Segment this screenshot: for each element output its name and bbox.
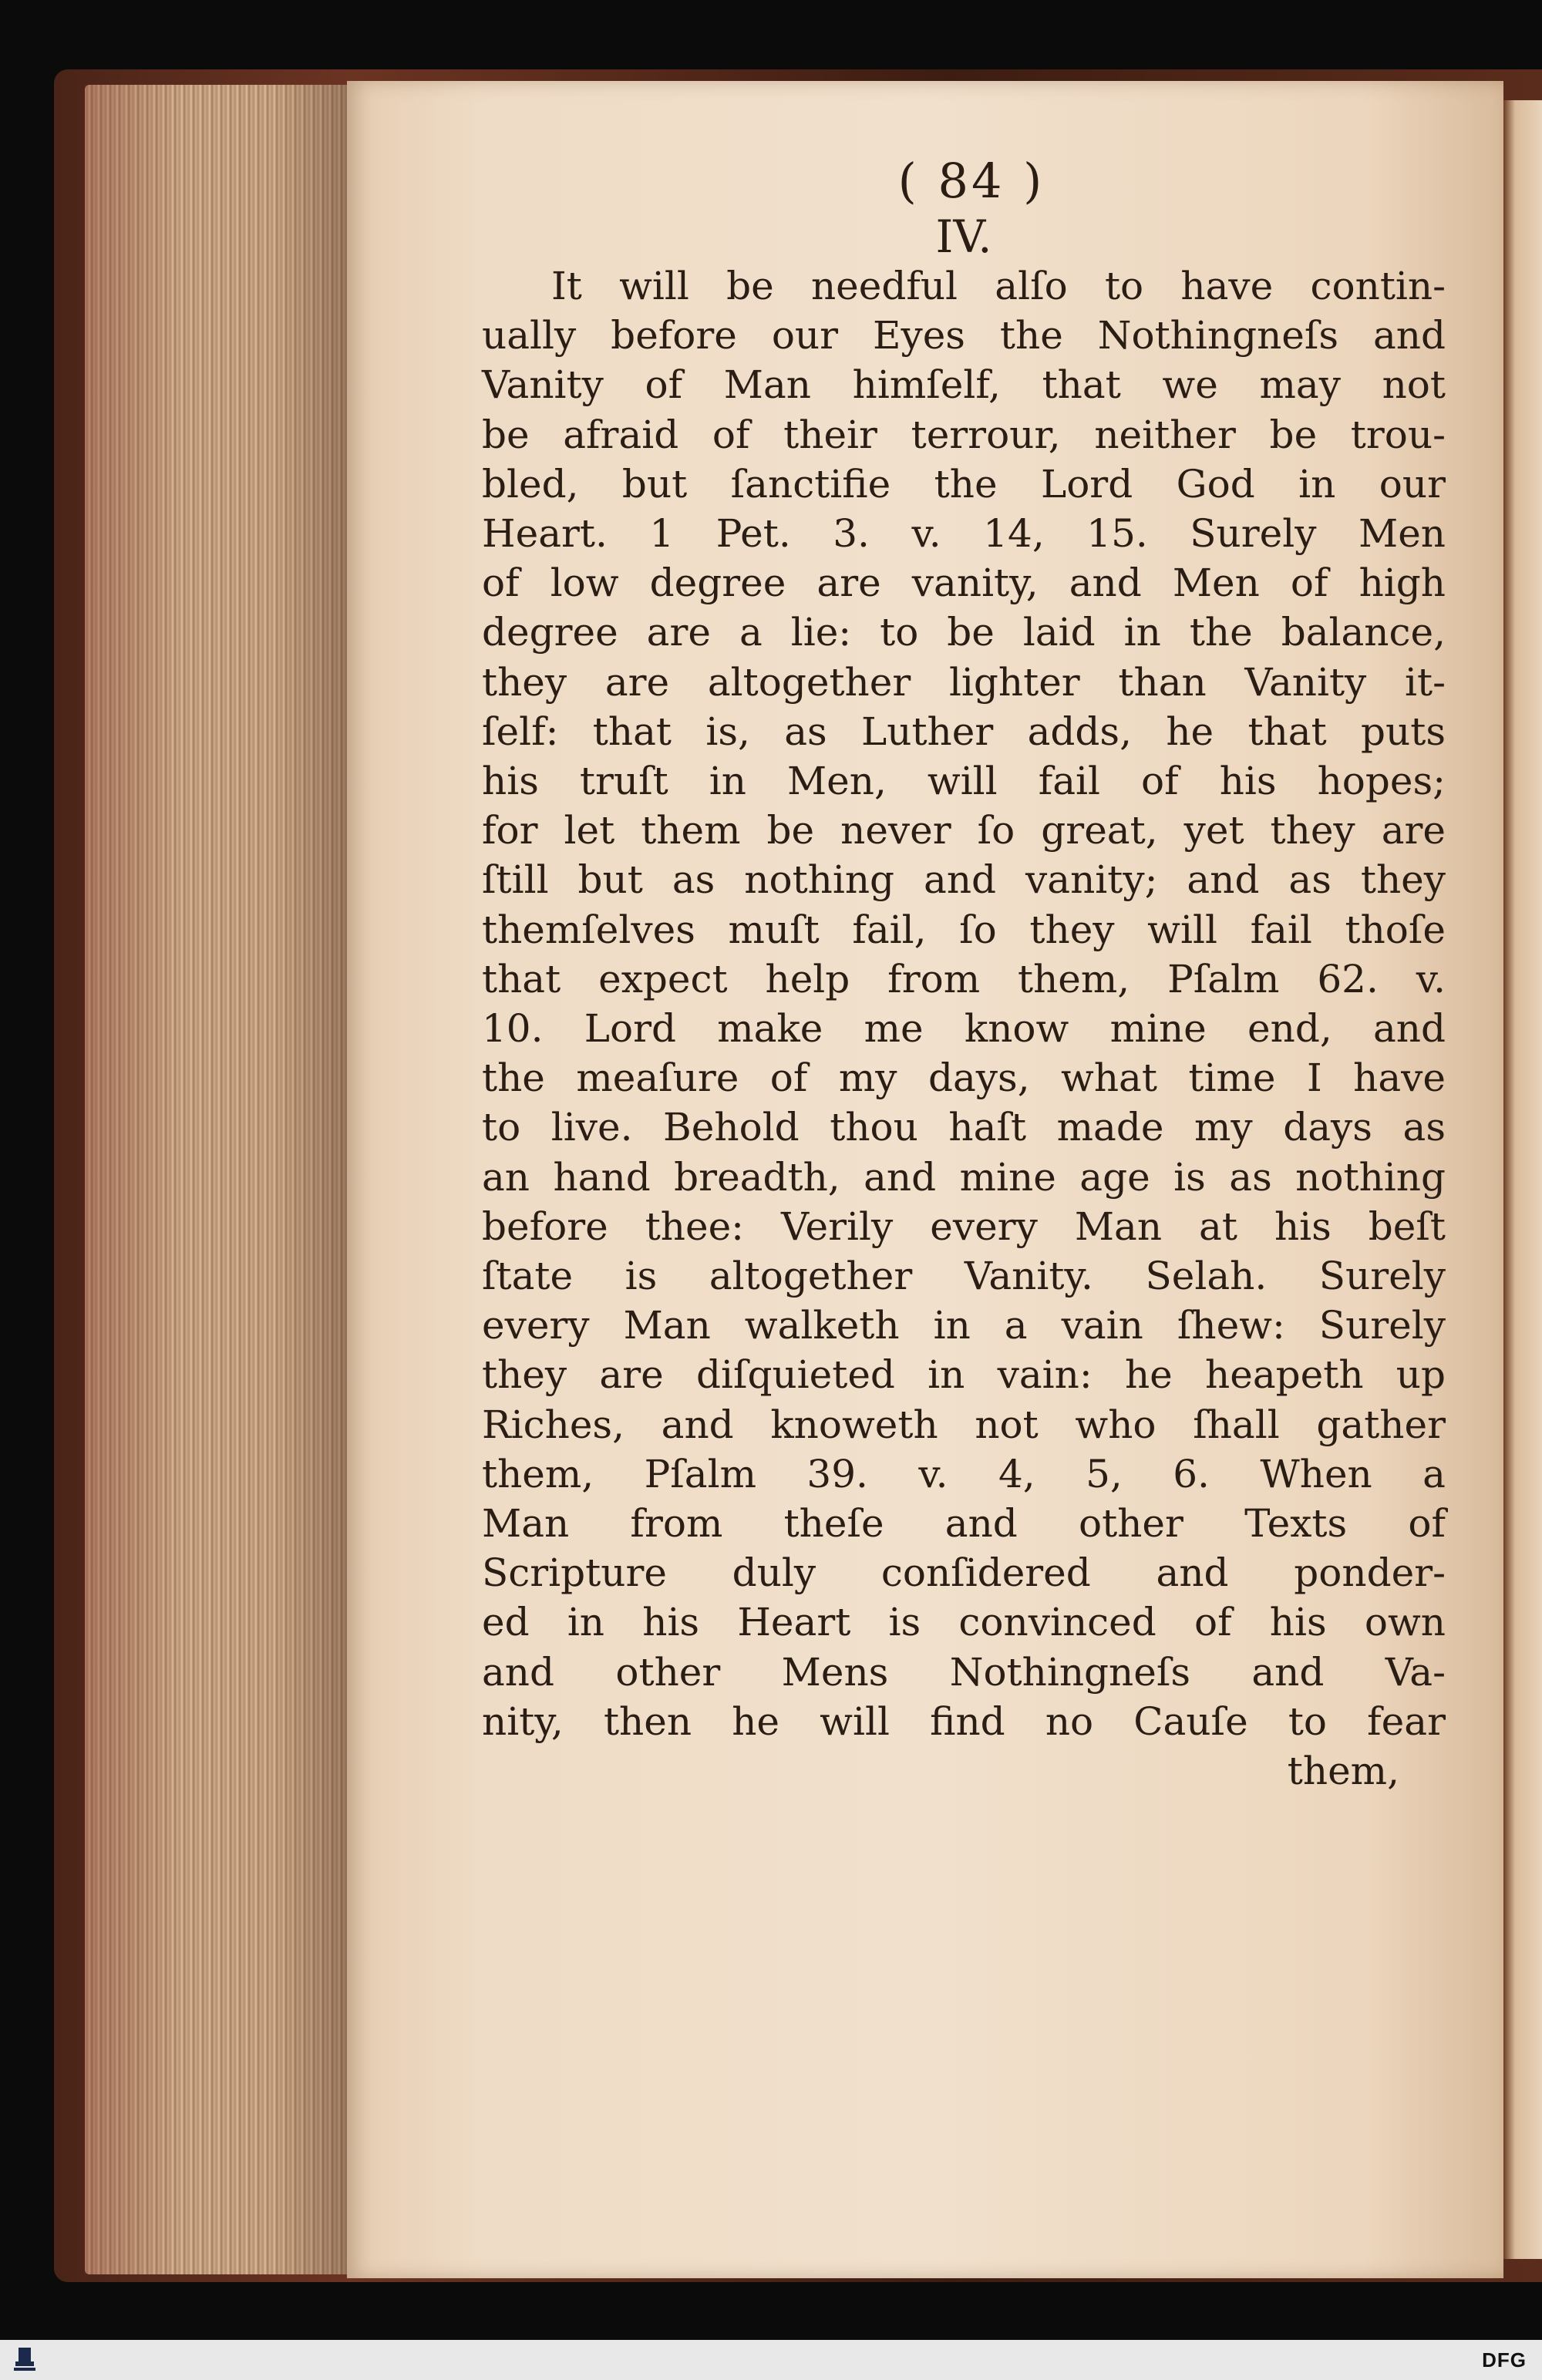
text-line: ually before our Eyes the Nothingneſs and: [482, 313, 1446, 359]
text-line: be afraid of their terrour, neither be trou-: [482, 412, 1446, 457]
library-seal-icon: [11, 2345, 39, 2375]
page-number: ( 84 ): [897, 153, 1045, 209]
text-line: and other Mens Nothingneſs and Va-: [482, 1649, 1446, 1695]
text-line: ſtill but as nothing and vanity; and as they: [482, 857, 1446, 903]
text-line: they are altogether lighter than Vanity it-: [482, 659, 1446, 705]
text-line: themſelves muſt fail, ſo they will fail thoſe: [482, 907, 1446, 952]
text-line: his truſt in Men, will fail of his hopes;: [482, 759, 1446, 804]
text-line: that expect help from them, Pſalm 62. v.: [482, 956, 1446, 1001]
text-line: before thee: Verily every Man at his beſt: [482, 1203, 1446, 1249]
text-line: them, Pſalm 39. v. 4, 5, 6. When a: [482, 1451, 1446, 1496]
text-line: to live. Behold thou haſt made my days as: [482, 1105, 1446, 1150]
text-line: degree are a lie: to be laid in the balance,: [482, 610, 1446, 655]
text-line: Riches, and knoweth not who ſhall gather: [482, 1402, 1446, 1447]
text-line: for let them be never ſo great, yet they are: [482, 808, 1446, 853]
text-line: ſelf: that is, as Luther adds, he that puts: [482, 709, 1446, 754]
body-text: [482, 261, 1446, 1796]
text-line: bled, but ſanctifie the Lord God in our: [482, 461, 1446, 507]
text-line: they are diſquieted in vain: he heapeth up: [482, 1352, 1446, 1398]
text-line: It will be needful alſo to have contin-: [551, 264, 1446, 308]
dfg-logo: DFG: [1482, 2348, 1527, 2372]
catchword-line: them,: [1287, 1749, 1399, 1794]
facing-page-edge: [1503, 100, 1542, 2259]
text-line: ed in his Heart is convinced of his own: [482, 1600, 1446, 1645]
text-line: Heart. 1 Pet. 3. v. 14, 15. Surely Men: [482, 511, 1446, 557]
text-line: the meaſure of my days, what time I have: [482, 1055, 1446, 1101]
text-line: 10. Lord make me know mine end, and: [482, 1006, 1446, 1052]
text-line: of low degree are vanity, and Men of high: [482, 560, 1446, 606]
text-line: Man from theſe and other Texts of: [482, 1501, 1446, 1547]
section-numeral: IV.: [935, 210, 992, 263]
text-line: nity, then he will find no Cauſe to fear: [482, 1698, 1446, 1744]
viewer-footer-bar: [0, 2340, 1542, 2380]
page-edges: [85, 85, 355, 2274]
text-line: an hand breadth, and mine age is as nothing: [482, 1154, 1446, 1200]
text-line: Vanity of Man himſelf, that we may not: [482, 362, 1446, 408]
text-line: every Man walketh in a vain ſhew: Surely: [482, 1303, 1446, 1348]
text-line: ſtate is altogether Vanity. Selah. Surely: [482, 1254, 1446, 1299]
page-text-block: [482, 150, 1446, 1796]
text-line: Scripture duly conſidered and ponder-: [482, 1550, 1446, 1596]
